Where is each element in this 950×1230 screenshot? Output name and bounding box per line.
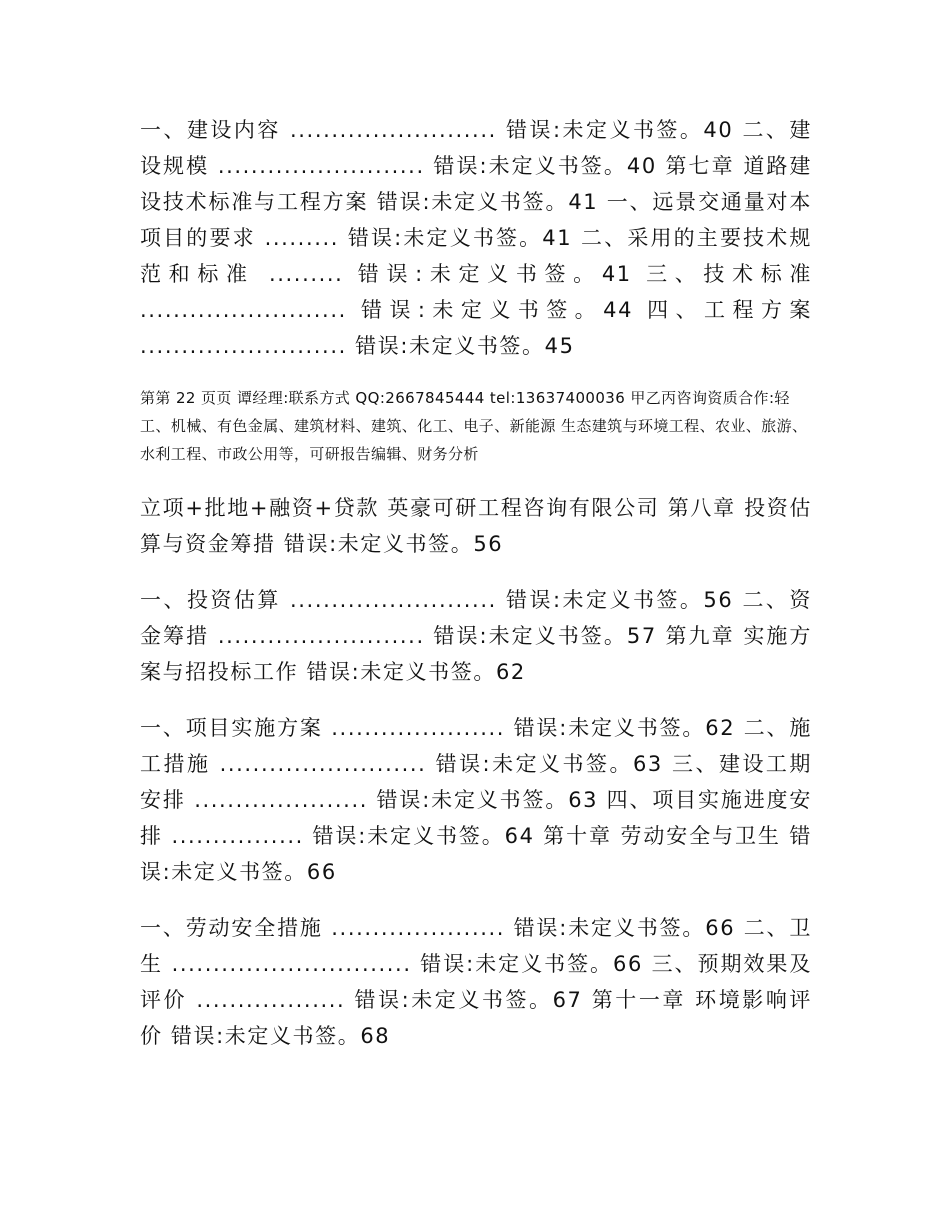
page-footer-contact: 第第 22 页页 谭经理:联系方式 QQ:2667845444 tel:13637400036 甲乙丙咨询资质合作:轻工、机械、有色金属、建筑材料、建筑、化工、电子、新能源 生态建筑与环境工程、农业、旅游、水利工程、市政公用等，可研报告编辑、财务分析 — [140, 389, 808, 463]
toc-paragraph-chapter9: 一、投资估算 ......................... 错误:未定义书签。56 二、资金筹措 ......................... 错误:未定义书签。57 第九章 实施方案与招投标工作 错误:未定义书签。62 — [140, 588, 812, 684]
toc-paragraph-chapter7: 一、建设内容 ......................... 错误:未定义书签。40 二、建设规模 ......................... 错误:未定义书签。40 第七章 道路建设技术标准与工程方案 错误:未定义书签。41 一、远景交通量对本项目的要求 ......... 错误:未定义书签。41 二、采用的主要技术规范和标准 ......... 错误:未定义书签。41 三、技术标准 ......................... 错误:未定义书签。44 四、工程方案 ......................... 错误:未定义书签。45 — [140, 118, 812, 358]
toc-paragraph-chapter8: 立项+批地+融资+贷款 英豪可研工程咨询有限公司 第八章 投资估算与资金筹措 错误:未定义书签。56 — [140, 496, 812, 556]
toc-paragraph-chapter10: 一、项目实施方案 ..................... 错误:未定义书签。62 二、施工措施 ......................... 错误:未定义书签。63 三、建设工期安排 ..................... 错误:未定义书签。63 四、项目实施进度安排 ................ 错误:未定义书签。64 第十章 劳动安全与卫生 错误:未定义书签。66 — [140, 716, 812, 884]
document-page — [140, 112, 812, 1054]
toc-paragraph-chapter11: 一、劳动安全措施 ..................... 错误:未定义书签。66 二、卫生 ............................. 错误:未定义书签。66 三、预期效果及评价 .................. 错误:未定义书签。67 第十一章 环境影响评价 错误:未定义书签。68 — [140, 916, 812, 1048]
